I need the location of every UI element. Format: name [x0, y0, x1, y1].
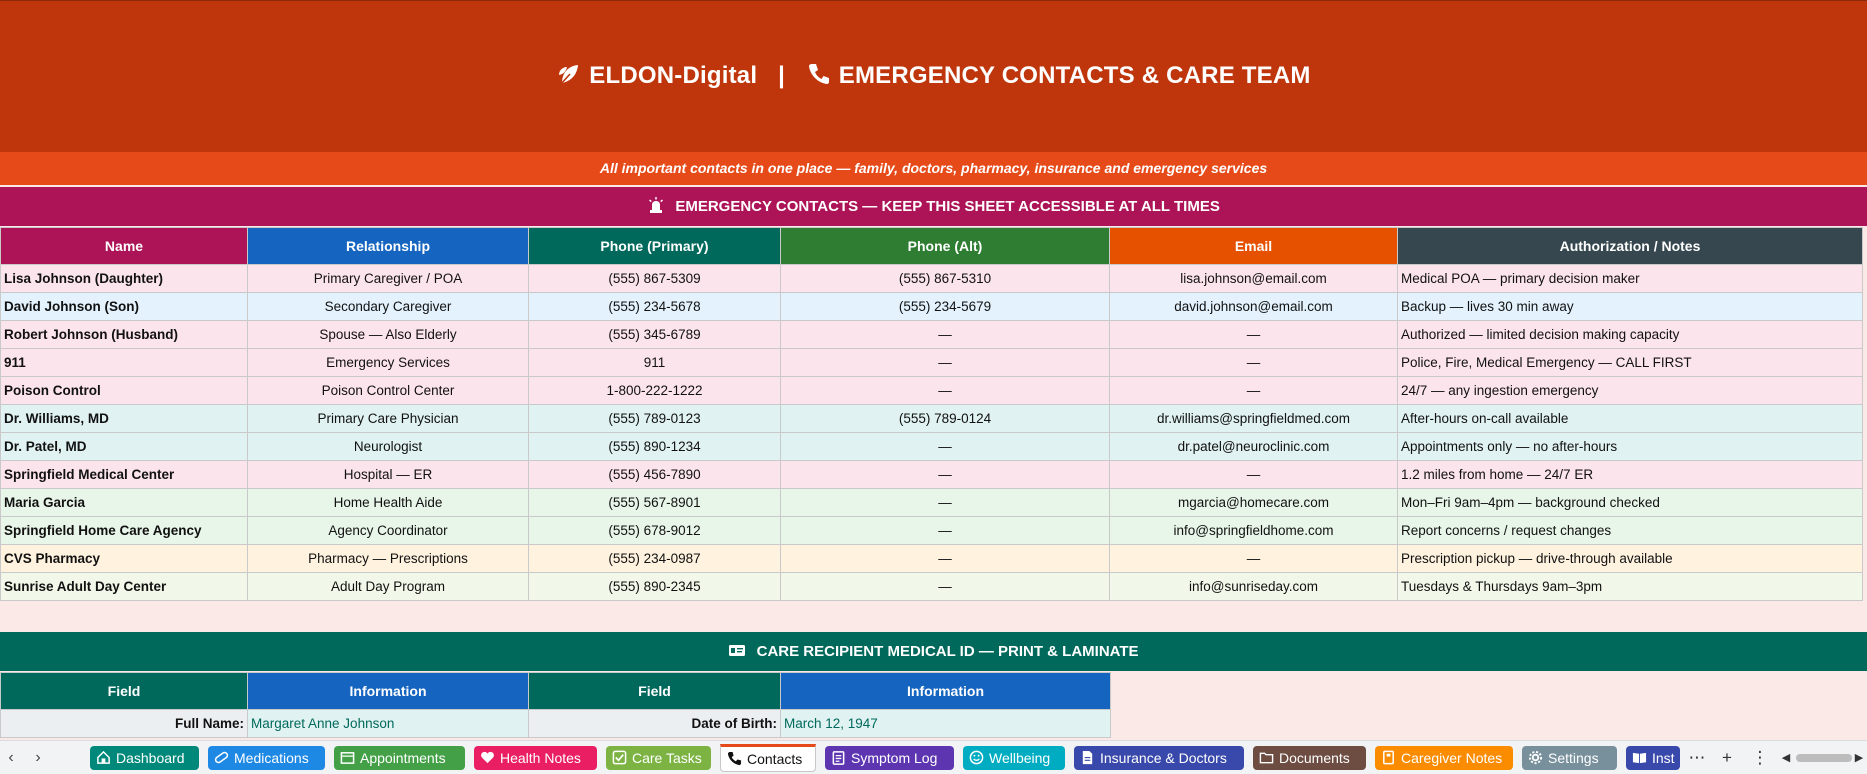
add-sheet-icon[interactable]: +: [1722, 748, 1732, 767]
cell-phone-primary[interactable]: (555) 678-9012: [529, 517, 781, 545]
cell-phone-alt[interactable]: —: [781, 321, 1110, 349]
cell-notes[interactable]: 1.2 miles from home — 24/7 ER: [1398, 461, 1863, 489]
cell-name[interactable]: CVS Pharmacy: [1, 545, 248, 573]
scroll-tabs-right-icon[interactable]: ›: [35, 749, 41, 766]
cell-name[interactable]: Robert Johnson (Husband): [1, 321, 248, 349]
cell-name[interactable]: Lisa Johnson (Daughter): [1, 265, 248, 293]
cell-phone-alt[interactable]: —: [781, 545, 1110, 573]
cell-phone-alt[interactable]: —: [781, 433, 1110, 461]
tab-health-notes[interactable]: [474, 746, 597, 770]
cell-email[interactable]: dr.williams@springfieldmed.com: [1110, 405, 1398, 433]
column-header-field[interactable]: Field: [1, 673, 248, 710]
tab-label: Inst: [1652, 750, 1675, 766]
cell-relationship[interactable]: Neurologist: [248, 433, 529, 461]
cell-relationship[interactable]: Primary Care Physician: [248, 405, 529, 433]
cell-email[interactable]: —: [1110, 461, 1398, 489]
emergency-section-header: [0, 187, 1867, 226]
cell-name[interactable]: 911: [1, 349, 248, 377]
table-row: [1, 293, 1863, 321]
cell-relationship[interactable]: Adult Day Program: [248, 573, 529, 601]
cell-phone-alt[interactable]: (555) 234-5679: [781, 293, 1110, 321]
tab-inst[interactable]: [1626, 746, 1680, 770]
column-header-name[interactable]: Name: [1, 228, 248, 265]
brand-name: ELDON-Digital: [589, 62, 758, 89]
tab-label: Dashboard: [116, 750, 185, 766]
cell-name[interactable]: Springfield Home Care Agency: [1, 517, 248, 545]
cell-relationship[interactable]: Emergency Services: [248, 349, 529, 377]
cell-notes[interactable]: 24/7 — any ingestion emergency: [1398, 377, 1863, 405]
table-row: [1, 321, 1863, 349]
pill-icon: [214, 748, 229, 763]
cell-phone-alt[interactable]: —: [781, 573, 1110, 601]
cell-email[interactable]: —: [1110, 545, 1398, 573]
cell-notes[interactable]: Report concerns / request changes: [1398, 517, 1863, 545]
column-header-field-2[interactable]: Field: [529, 673, 781, 710]
cell-notes[interactable]: After-hours on-call available: [1398, 405, 1863, 433]
cell-relationship[interactable]: Primary Caregiver / POA: [248, 265, 529, 293]
table-row: [1, 377, 1863, 405]
medical-id-table: [0, 672, 1111, 738]
cell-email[interactable]: lisa.johnson@email.com: [1110, 265, 1398, 293]
tab-settings[interactable]: [1522, 746, 1617, 770]
cell-notes[interactable]: Prescription pickup — drive-through available: [1398, 545, 1863, 573]
table-row: [1, 461, 1863, 489]
cell-phone-primary[interactable]: (555) 345-6789: [529, 321, 781, 349]
cell-notes[interactable]: Mon–Fri 9am–4pm — background checked: [1398, 489, 1863, 517]
cell-email[interactable]: dr.patel@neuroclinic.com: [1110, 433, 1398, 461]
cell-notes[interactable]: Authorized — limited decision making capacity: [1398, 321, 1863, 349]
table-row: [1, 573, 1863, 601]
cell-phone-alt[interactable]: —: [781, 489, 1110, 517]
gear-icon: [1528, 748, 1543, 763]
tab-symptom-log[interactable]: [825, 746, 954, 770]
cell-relationship[interactable]: Secondary Caregiver: [248, 293, 529, 321]
tab-label: Health Notes: [500, 750, 581, 766]
tab-label: Medications: [234, 750, 309, 766]
cell-phone-alt[interactable]: —: [781, 349, 1110, 377]
cell-phone-primary[interactable]: (555) 789-0123: [529, 405, 781, 433]
column-header-information[interactable]: Information: [248, 673, 529, 710]
tab-label: Contacts: [747, 751, 803, 767]
cell-notes[interactable]: Tuesdays & Thursdays 9am–3pm: [1398, 573, 1863, 601]
cell-name[interactable]: Sunrise Adult Day Center: [1, 573, 248, 601]
phone-icon: [727, 749, 742, 764]
table-row: [1, 349, 1863, 377]
cell-relationship[interactable]: Spouse — Also Elderly: [248, 321, 529, 349]
cell-notes[interactable]: Medical POA — primary decision maker: [1398, 265, 1863, 293]
smile-icon: [969, 748, 984, 763]
cell-name[interactable]: Springfield Medical Center: [1, 461, 248, 489]
tab-label: Symptom Log: [851, 750, 938, 766]
sheet-tab-bar: [0, 740, 1867, 774]
tab-label: Documents: [1279, 750, 1350, 766]
cell-email[interactable]: —: [1110, 321, 1398, 349]
emergency-contacts-table: [0, 227, 1863, 601]
cell-phone-primary[interactable]: (555) 456-7890: [529, 461, 781, 489]
cell-email[interactable]: —: [1110, 377, 1398, 405]
tab-label: Appointments: [360, 750, 446, 766]
medical-id-section-title: CARE RECIPIENT MEDICAL ID — PRINT & LAMINATE: [756, 643, 1139, 660]
tab-label: Insurance & Doctors: [1100, 750, 1227, 766]
table-row: [1, 545, 1863, 573]
calendar-icon: [340, 748, 355, 763]
cell-phone-primary[interactable]: (555) 567-8901: [529, 489, 781, 517]
tab-documents[interactable]: [1253, 746, 1366, 770]
cell-phone-primary[interactable]: (555) 234-0987: [529, 545, 781, 573]
scroll-right-icon[interactable]: ▶: [1854, 752, 1864, 764]
scroll-left-icon[interactable]: ◀: [1781, 752, 1791, 764]
scroll-tabs-left-icon[interactable]: ‹: [8, 749, 14, 766]
medical-id-section-header: [0, 632, 1867, 671]
column-header-information-2[interactable]: Information: [781, 673, 1111, 710]
field-value-full-name[interactable]: Margaret Anne Johnson: [248, 710, 529, 738]
tab-caregiver-notes[interactable]: [1375, 746, 1513, 770]
cell-relationship[interactable]: Agency Coordinator: [248, 517, 529, 545]
table-row: [1, 710, 1111, 738]
table-row: [1, 433, 1863, 461]
emergency-section-title: EMERGENCY CONTACTS — KEEP THIS SHEET ACCESSIBLE AT ALL TIMES: [675, 198, 1220, 215]
page-title: [0, 61, 1867, 90]
medical-id-header-row: [1, 673, 1111, 710]
column-header-notes[interactable]: Authorization / Notes: [1398, 228, 1863, 265]
more-sheets-icon[interactable]: ⋯: [1688, 748, 1706, 767]
cell-email[interactable]: mgarcia@homecare.com: [1110, 489, 1398, 517]
tab-label: Caregiver Notes: [1401, 750, 1503, 766]
contacts-body: [1, 265, 1863, 601]
cell-phone-primary[interactable]: 911: [529, 349, 781, 377]
cell-notes[interactable]: Backup — lives 30 min away: [1398, 293, 1863, 321]
cell-email[interactable]: info@sunriseday.com: [1110, 573, 1398, 601]
horizontal-scrollbar[interactable]: [1796, 754, 1852, 762]
leaf-icon: [556, 61, 582, 87]
field-label-date-of-birth[interactable]: Date of Birth:: [529, 710, 781, 738]
tab-label: Wellbeing: [989, 750, 1051, 766]
cell-phone-primary[interactable]: 1-800-222-1222: [529, 377, 781, 405]
title-text: EMERGENCY CONTACTS & CARE TEAM: [838, 62, 1311, 89]
book-icon: [1632, 748, 1647, 763]
tab-contacts[interactable]: [720, 744, 816, 772]
tab-medications[interactable]: [208, 746, 325, 770]
cell-notes[interactable]: Appointments only — no after-hours: [1398, 433, 1863, 461]
cell-email[interactable]: david.johnson@email.com: [1110, 293, 1398, 321]
cell-phone-alt[interactable]: —: [781, 461, 1110, 489]
cell-relationship[interactable]: Hospital — ER: [248, 461, 529, 489]
cell-name[interactable]: Dr. Williams, MD: [1, 405, 248, 433]
column-header-email[interactable]: Email: [1110, 228, 1398, 265]
document-icon: [1080, 748, 1095, 763]
phone-icon: [806, 61, 832, 87]
cell-relationship[interactable]: Poison Control Center: [248, 377, 529, 405]
column-header-relationship[interactable]: Relationship: [248, 228, 529, 265]
column-header-phone-alt[interactable]: Phone (Alt): [781, 228, 1110, 265]
cell-phone-alt[interactable]: —: [781, 377, 1110, 405]
table-row: [1, 265, 1863, 293]
tab-wellbeing[interactable]: [963, 746, 1065, 770]
notebook-icon: [1381, 748, 1396, 763]
tab-care-tasks[interactable]: [606, 746, 711, 770]
cell-relationship[interactable]: Home Health Aide: [248, 489, 529, 517]
title-separator: |: [778, 62, 786, 89]
tab-appointments[interactable]: [334, 746, 465, 770]
cell-phone-alt[interactable]: (555) 867-5310: [781, 265, 1110, 293]
id-card-icon: [728, 635, 746, 653]
cell-phone-primary[interactable]: (555) 867-5309: [529, 265, 781, 293]
cell-relationship[interactable]: Pharmacy — Prescriptions: [248, 545, 529, 573]
cell-notes[interactable]: Police, Fire, Medical Emergency — CALL FIRST: [1398, 349, 1863, 377]
cell-email[interactable]: —: [1110, 349, 1398, 377]
tab-insurance-doctors[interactable]: [1074, 746, 1244, 770]
home-icon: [96, 748, 111, 763]
cell-name[interactable]: Dr. Patel, MD: [1, 433, 248, 461]
sheet-menu-icon[interactable]: ⋮: [1751, 748, 1769, 767]
cell-name[interactable]: Maria Garcia: [1, 489, 248, 517]
cell-name[interactable]: David Johnson (Son): [1, 293, 248, 321]
cell-phone-alt[interactable]: —: [781, 517, 1110, 545]
clipboard-icon: [831, 748, 846, 763]
header-banner: [0, 0, 1867, 152]
cell-email[interactable]: info@springfieldhome.com: [1110, 517, 1398, 545]
table-row: [1, 517, 1863, 545]
tab-label: Settings: [1548, 750, 1599, 766]
cell-phone-alt[interactable]: (555) 789-0124: [781, 405, 1110, 433]
folder-icon: [1259, 748, 1274, 763]
heart-icon: [480, 748, 495, 763]
cell-phone-primary[interactable]: (555) 234-5678: [529, 293, 781, 321]
table-row: [1, 489, 1863, 517]
table-row: [1, 405, 1863, 433]
tab-dashboard[interactable]: [90, 746, 199, 770]
field-value-date-of-birth[interactable]: March 12, 1947: [781, 710, 1111, 738]
cell-phone-primary[interactable]: (555) 890-1234: [529, 433, 781, 461]
cell-phone-primary[interactable]: (555) 890-2345: [529, 573, 781, 601]
checkbox-icon: [612, 748, 627, 763]
table-header-row: [1, 228, 1863, 265]
tab-label: Care Tasks: [632, 750, 702, 766]
tagline: All important contacts in one place — family, doctors, pharmacy, insurance and emergency services: [0, 152, 1867, 185]
column-header-phone-primary[interactable]: Phone (Primary): [529, 228, 781, 265]
cell-name[interactable]: Poison Control: [1, 377, 248, 405]
siren-icon: [647, 190, 665, 208]
field-label-full-name[interactable]: Full Name:: [1, 710, 248, 738]
